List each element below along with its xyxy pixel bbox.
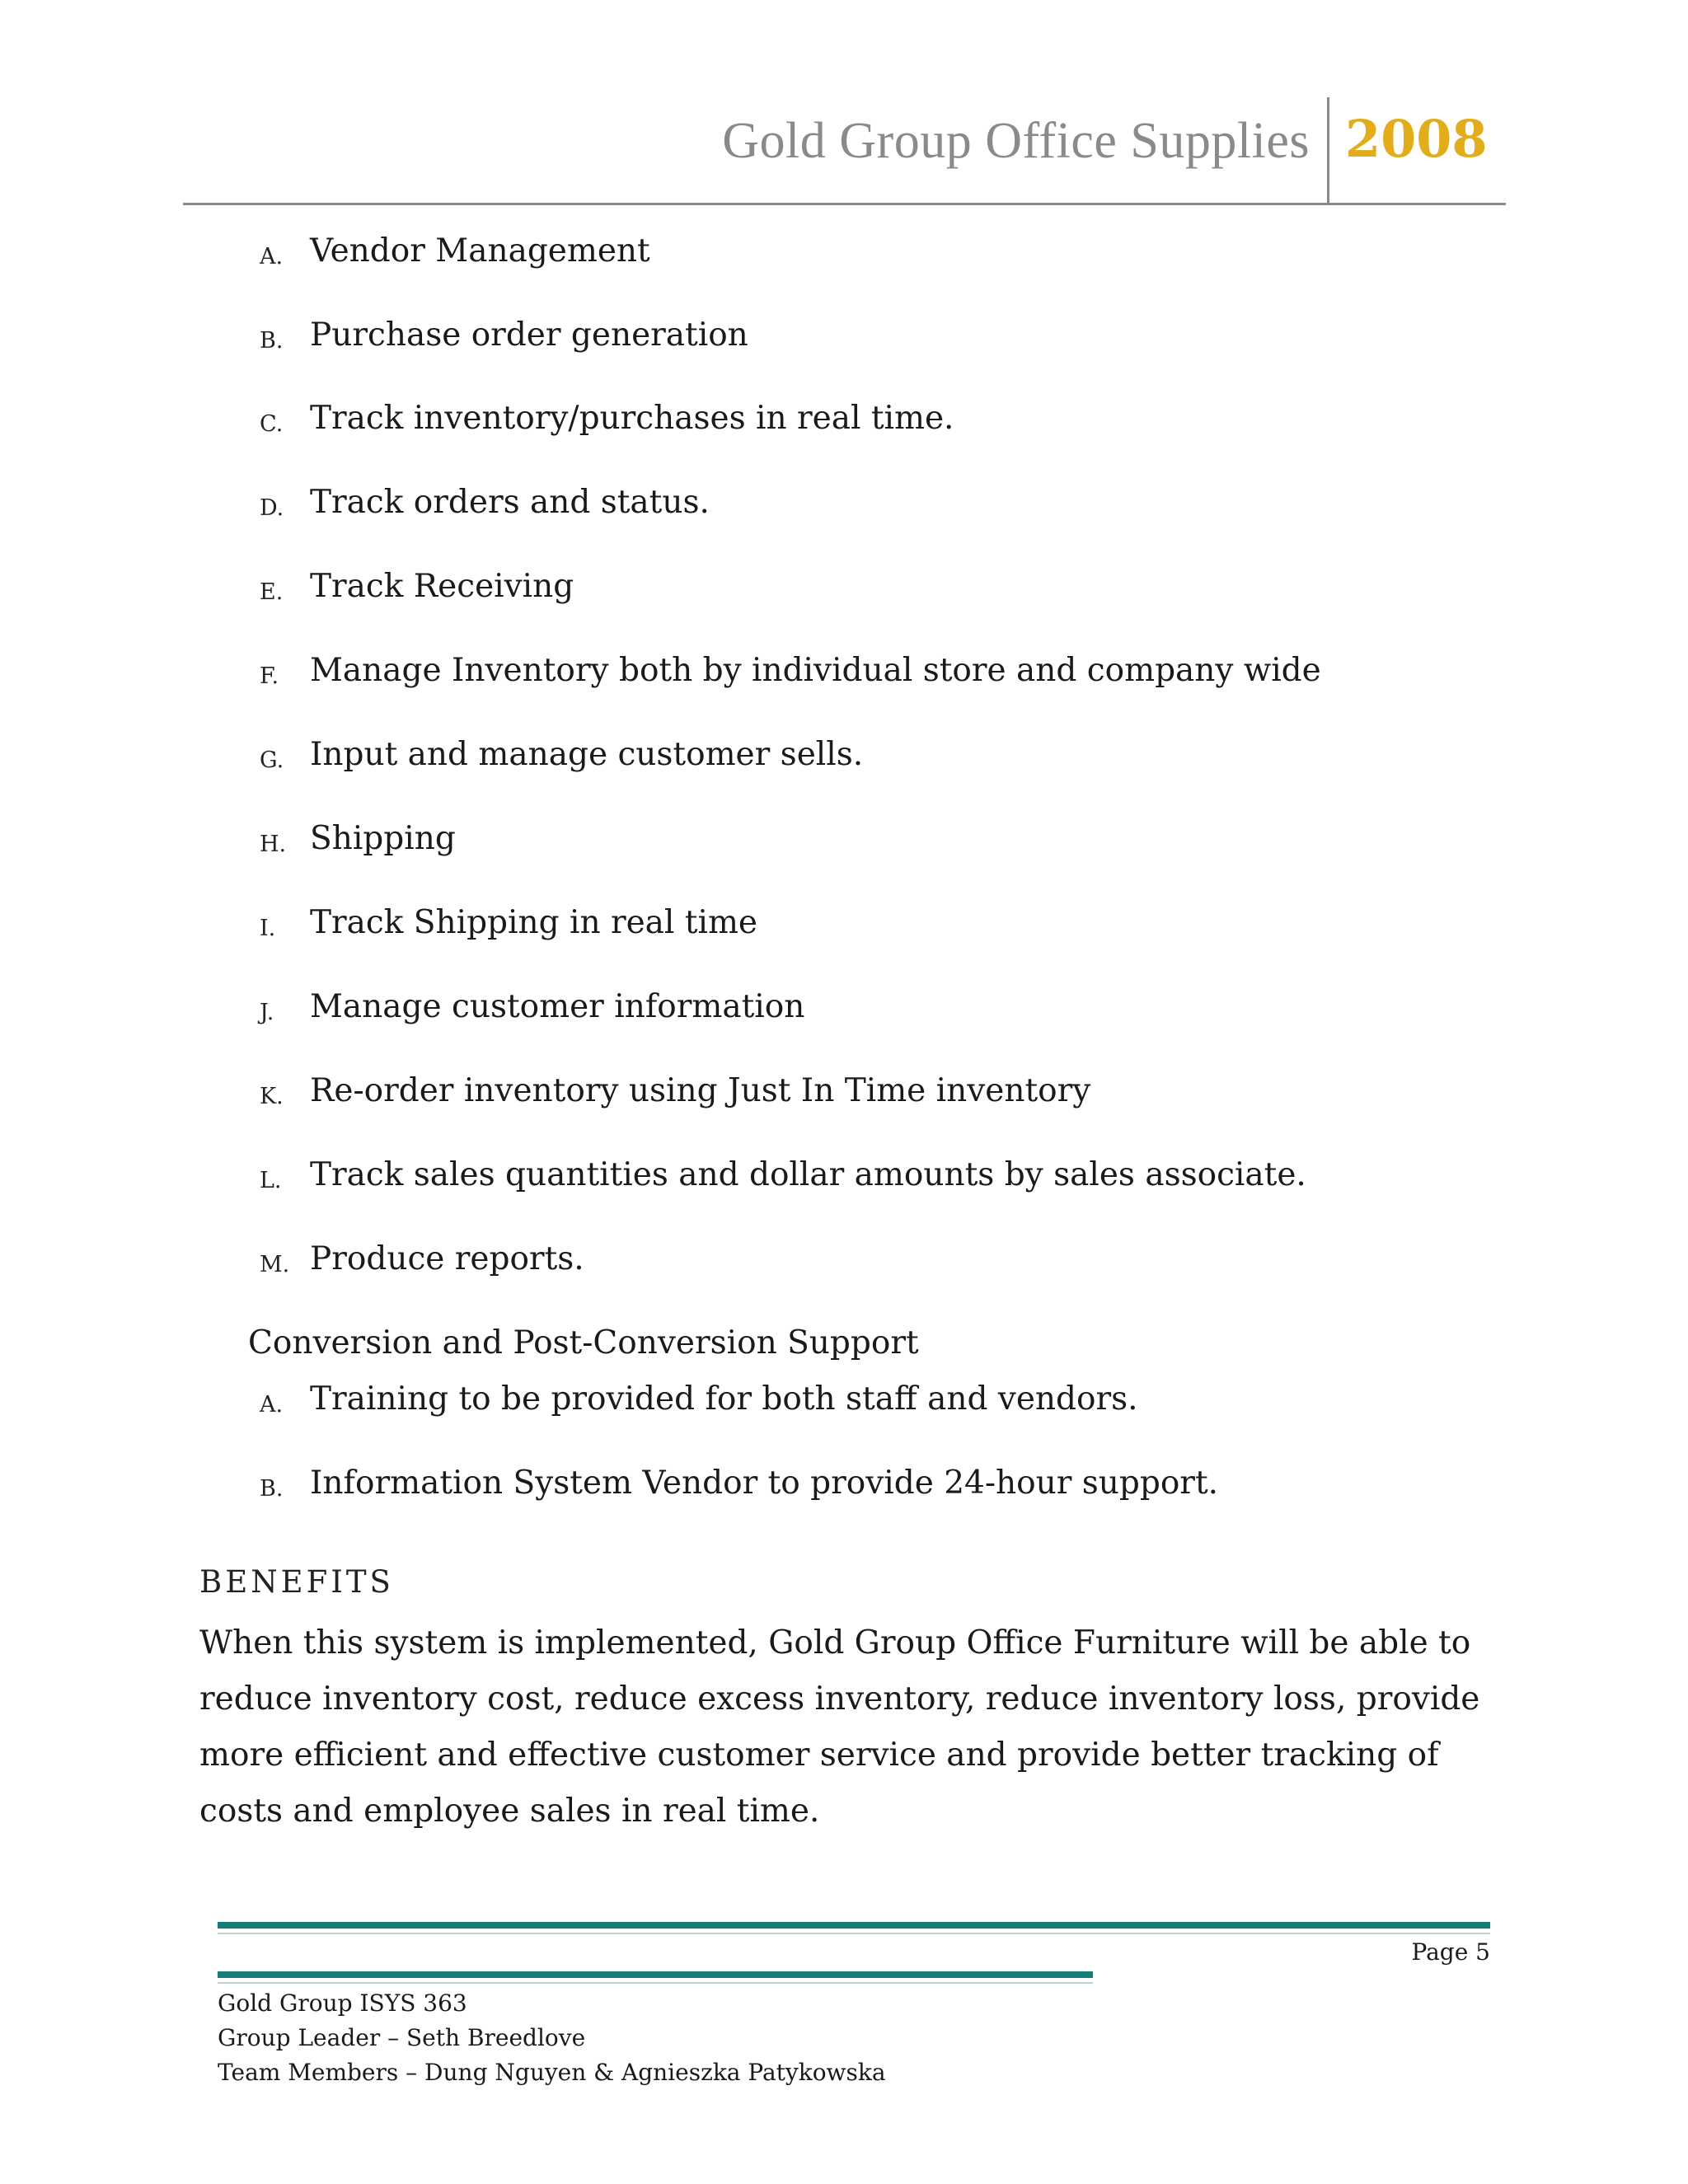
list-marker: L.	[260, 1168, 282, 1193]
header-rule	[183, 203, 1506, 205]
footer-rule	[218, 1922, 1490, 1929]
list-item-text: Purchase order generation	[310, 316, 748, 354]
page-number: Page 5	[1411, 1938, 1490, 1966]
list-marker: D.	[260, 495, 284, 521]
list-marker: C.	[260, 411, 284, 437]
list-item-text: Track inventory/purchases in real time.	[310, 400, 954, 437]
list-item-text: Manage Inventory both by individual store and company wide	[310, 652, 1321, 689]
list-marker: A.	[260, 244, 284, 269]
list-item-text: Information System Vendor to provide 24-hour support.	[310, 1465, 1219, 1502]
list-item-text: Manage customer information	[310, 988, 805, 1025]
list-marker: G.	[260, 748, 284, 773]
footer-rule-thin	[218, 1933, 1490, 1934]
footer-text	[218, 1986, 886, 2090]
footer-rule-short-thin	[218, 1982, 1093, 1984]
list-item-text: Track orders and status.	[310, 484, 710, 521]
list-marker: M.	[260, 1252, 290, 1277]
list-marker: B.	[260, 328, 284, 354]
document-year: 2008	[1345, 109, 1488, 169]
footer-rule-short	[218, 1971, 1093, 1978]
list-marker: E.	[260, 579, 284, 605]
list-marker: I.	[260, 916, 276, 941]
list-item-text: Shipping	[310, 820, 456, 857]
list-item-text: Track sales quantities and dollar amounts by sales associate.	[310, 1156, 1306, 1193]
conversion-heading: Conversion and Post-Conversion Support	[248, 1324, 919, 1361]
footer-group-leader: Group Leader – Seth Breedlove	[218, 2024, 586, 2051]
list-item-text: Track Receiving	[310, 568, 574, 605]
benefits-heading: BENEFITS	[199, 1564, 394, 1600]
list-item-text: Training to be provided for both staff and vendors.	[310, 1380, 1138, 1418]
list-item-text: Vendor Management	[310, 232, 650, 269]
list-marker: A.	[260, 1392, 284, 1418]
list-marker: B.	[260, 1476, 284, 1502]
list-marker: H.	[260, 832, 287, 857]
list-marker: J.	[260, 1000, 274, 1025]
document-title: Gold Group Office Supplies	[722, 113, 1310, 169]
list-marker: K.	[260, 1084, 284, 1109]
list-marker: F.	[260, 663, 279, 689]
list-item-text: Track Shipping in real time	[310, 904, 758, 941]
benefits-paragraph: When this system is implemented, Gold Group Office Furniture will be able to reduce inventory cost, reduce excess inventory, reduce inventory loss, provide more efficient and effective customer service and provide better tracking of costs and employee sales in real time.	[199, 1624, 1480, 1830]
footer-course: Gold Group ISYS 363	[218, 1990, 467, 2017]
header-divider	[1327, 97, 1329, 204]
list-item-text: Produce reports.	[310, 1240, 584, 1277]
list-item-text: Re-order inventory using Just In Time inventory	[310, 1072, 1091, 1109]
footer-team-members: Team Members – Dung Nguyen & Agnieszka Patykowska	[218, 2059, 886, 2086]
list-item-text: Input and manage customer sells.	[310, 736, 864, 773]
page-header	[183, 97, 1506, 204]
